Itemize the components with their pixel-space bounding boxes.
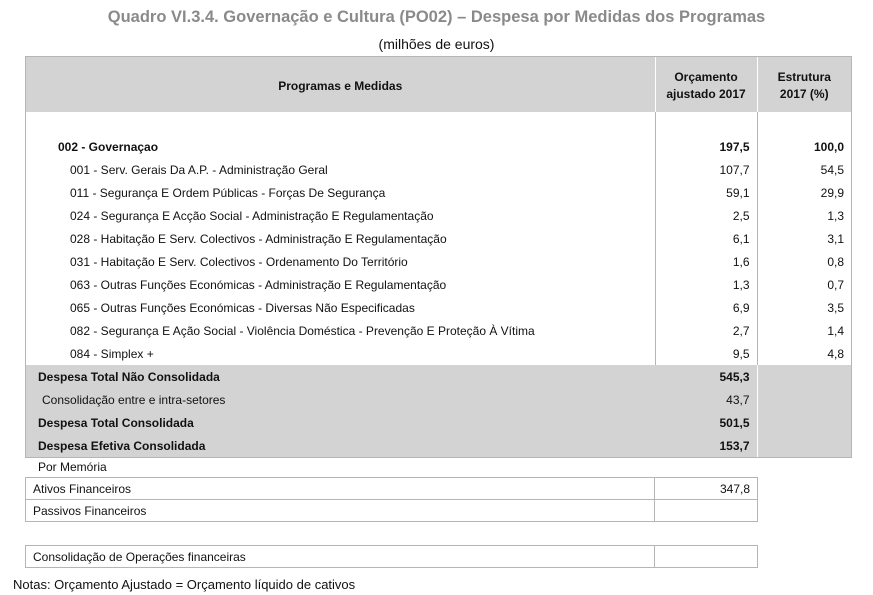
total-label: Consolidação entre e intra-setores [26,388,655,411]
measure-value: 9,5 [655,342,757,365]
total-label: Despesa Efetiva Consolidada [26,434,655,457]
total-pct-empty [757,411,851,434]
measure-pct: 0,8 [827,254,844,269]
total-value: 545,3 [655,365,757,388]
memo-row-value [655,500,758,522]
measure-label: 011 - Segurança E Ordem Públicas - Forças De Segurança [26,181,655,204]
total-value: 43,7 [655,388,757,411]
header-structure: Estrutura 2017 (%) [757,57,851,112]
measure-value: 2,7 [655,319,757,342]
total-pct-empty [757,434,851,457]
measure-value: 59,1 [655,181,757,204]
measure-pct: 1,4 [827,323,844,338]
memo-table [25,477,758,522]
measure-pct: 29,9 [820,185,844,200]
total-label: Despesa Total Não Consolidada [26,365,655,388]
program-value: 197,5 [655,135,757,158]
measure-row [26,250,851,273]
measure-value: 2,5 [655,204,757,227]
consolidation-value [655,546,758,568]
measure-value: 107,7 [655,158,757,181]
memo-row [26,478,758,500]
memo-row [26,500,758,522]
measure-label: 024 - Segurança E Acção Social - Administração E Regulamentação [26,204,655,227]
measure-row [26,319,851,342]
measure-row [26,296,851,319]
program-pct: 100,0 [813,139,844,154]
header-row [26,57,851,112]
total-pct-empty [757,365,851,388]
measure-value: 6,1 [655,227,757,250]
header-budget: Orçamento ajustado 2017 [655,57,757,112]
memo-row-label: Passivos Financeiros [26,500,655,522]
consolidation-table [25,545,758,568]
table-subtitle: (milhões de euros) [378,36,495,52]
measure-row [26,273,851,296]
total-label: Despesa Total Consolidada [26,411,655,434]
measure-value: 6,9 [655,296,757,319]
measure-row [26,181,851,204]
measure-label: 063 - Outras Funções Económicas - Administração E Regulamentação [26,273,655,296]
measure-pct: 54,5 [820,162,844,177]
total-value: 501,5 [655,411,757,434]
notes: Notas: Orçamento Ajustado = Orçamento líquido de cativos [13,577,356,592]
total-pct-empty [757,388,851,411]
measure-label: 065 - Outras Funções Económicas - Diversas Não Especificadas [26,296,655,319]
header-programs: Programas e Medidas [26,57,655,112]
measure-value: 1,6 [655,250,757,273]
table-title: Quadro VI.3.4. Governação e Cultura (PO02) – Despesa por Medidas dos Programas [107,8,766,26]
measure-pct: 0,7 [827,277,844,292]
measure-label: 001 - Serv. Gerais Da A.P. - Administração Geral [26,158,655,181]
memo-row-label: Ativos Financeiros [26,478,655,500]
memo-row-value: 347,8 [655,478,758,500]
measure-row [26,227,851,250]
budget-table-container [25,56,852,458]
total-row [26,365,851,388]
total-row [26,434,851,457]
measure-pct: 3,1 [827,231,844,246]
measure-label: 028 - Habitação E Serv. Colectivos - Administração E Regulamentação [26,227,655,250]
measure-row [26,158,851,181]
measure-row [26,342,851,365]
consolidation-row [26,546,758,568]
program-label: 002 - Governaçao [26,135,655,158]
consolidation-label: Consolidação de Operações financeiras [26,546,655,568]
total-row [26,411,851,434]
budget-table [26,57,851,457]
measure-row [26,204,851,227]
memo-label: Por Memória [38,460,107,474]
measure-label: 082 - Segurança E Ação Social - Violência Doméstica - Prevenção E Proteção À Vítima [26,319,655,342]
measure-pct: 4,8 [827,346,844,361]
total-value: 153,7 [655,434,757,457]
measure-pct: 3,5 [827,300,844,315]
measure-label: 031 - Habitação E Serv. Colectivos - Ordenamento Do Território [26,250,655,273]
measure-pct: 1,3 [827,208,844,223]
measure-label: 084 - Simplex + [26,342,655,365]
total-row [26,388,851,411]
measure-value: 1,3 [655,273,757,296]
program-row [26,135,851,158]
